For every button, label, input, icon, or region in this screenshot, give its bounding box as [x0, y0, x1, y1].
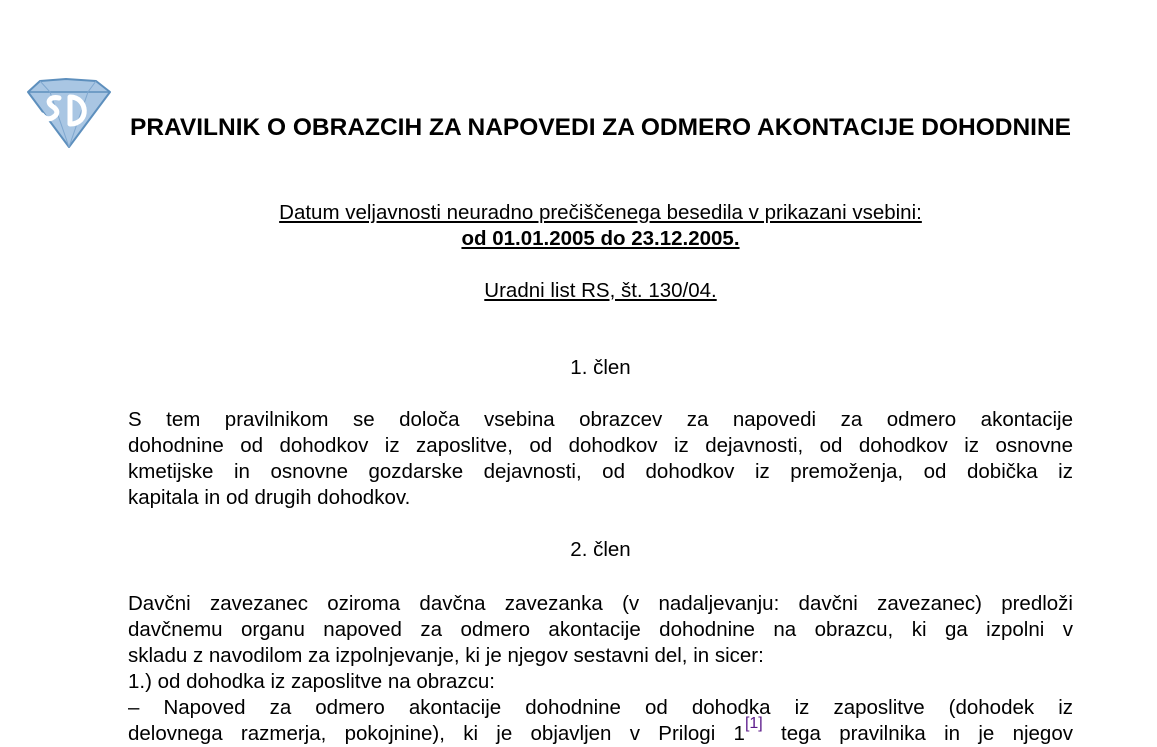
paragraph-line-partial	[128, 715, 1073, 747]
list-item: 1.) od dohodka iz zaposlitve na obrazcu:	[128, 670, 495, 693]
article-2-paragraph	[128, 591, 1073, 747]
paragraph-line: davčnemu organu napoved za odmero akontacije dohodnine na obrazcu, ki ga izpolni v	[128, 618, 1073, 641]
list-item: – Napoved za odmero akontacije dohodnine od dohodka iz zaposlitve (dohodek iz	[128, 696, 1073, 719]
document-title: PRAVILNIK O OBRAZCIH ZA NAPOVEDI ZA ODMERO AKONTACIJE DOHODNINE	[129, 114, 1071, 141]
gazette-reference	[128, 278, 1073, 304]
paragraph-line: kmetijske in osnovne gozdarske dejavnosti, od dohodkov iz premoženja, od dobička iz	[128, 460, 1073, 483]
paragraph-line: skladu z navodilom za izpolnjevanje, ki je njegov sestavni del, in sicer:	[128, 644, 764, 667]
validity-block	[128, 200, 1073, 252]
validity-label: Datum veljavnosti neuradno prečiščenega besedila v prikazani vsebini:	[279, 201, 922, 224]
paragraph-line: dohodnine od dohodkov iz zaposlitve, od dohodkov iz dejavnosti, od dohodkov iz osnovne	[128, 434, 1073, 457]
article-1-paragraph	[128, 407, 1073, 511]
gazette-link[interactable]: Uradni list RS, št. 130/04.	[484, 279, 717, 302]
paragraph-line: S tem pravilnikom se določa vsebina obrazcev za napovedi za odmero akontacije	[128, 408, 1073, 431]
partial-text-before: delovnega razmerja, pokojnine), ki je objavljen v Prilogi 1	[128, 722, 745, 745]
footnote-link[interactable]: [1]	[744, 715, 763, 732]
paragraph-line: kapitala in od drugih dohodkov.	[128, 486, 411, 509]
article-1-heading: 1. člen	[570, 356, 631, 379]
partial-text-after: tega pravilnika in je njegov	[762, 722, 1073, 745]
paragraph-line: Davčni zavezanec oziroma davčna zavezanka (v nadaljevanju: davčni zavezanec) predloži	[128, 592, 1073, 615]
sd-logo-icon	[26, 78, 112, 150]
validity-range: od 01.01.2005 do 23.12.2005.	[461, 227, 740, 250]
article-2-heading: 2. člen	[570, 538, 631, 561]
